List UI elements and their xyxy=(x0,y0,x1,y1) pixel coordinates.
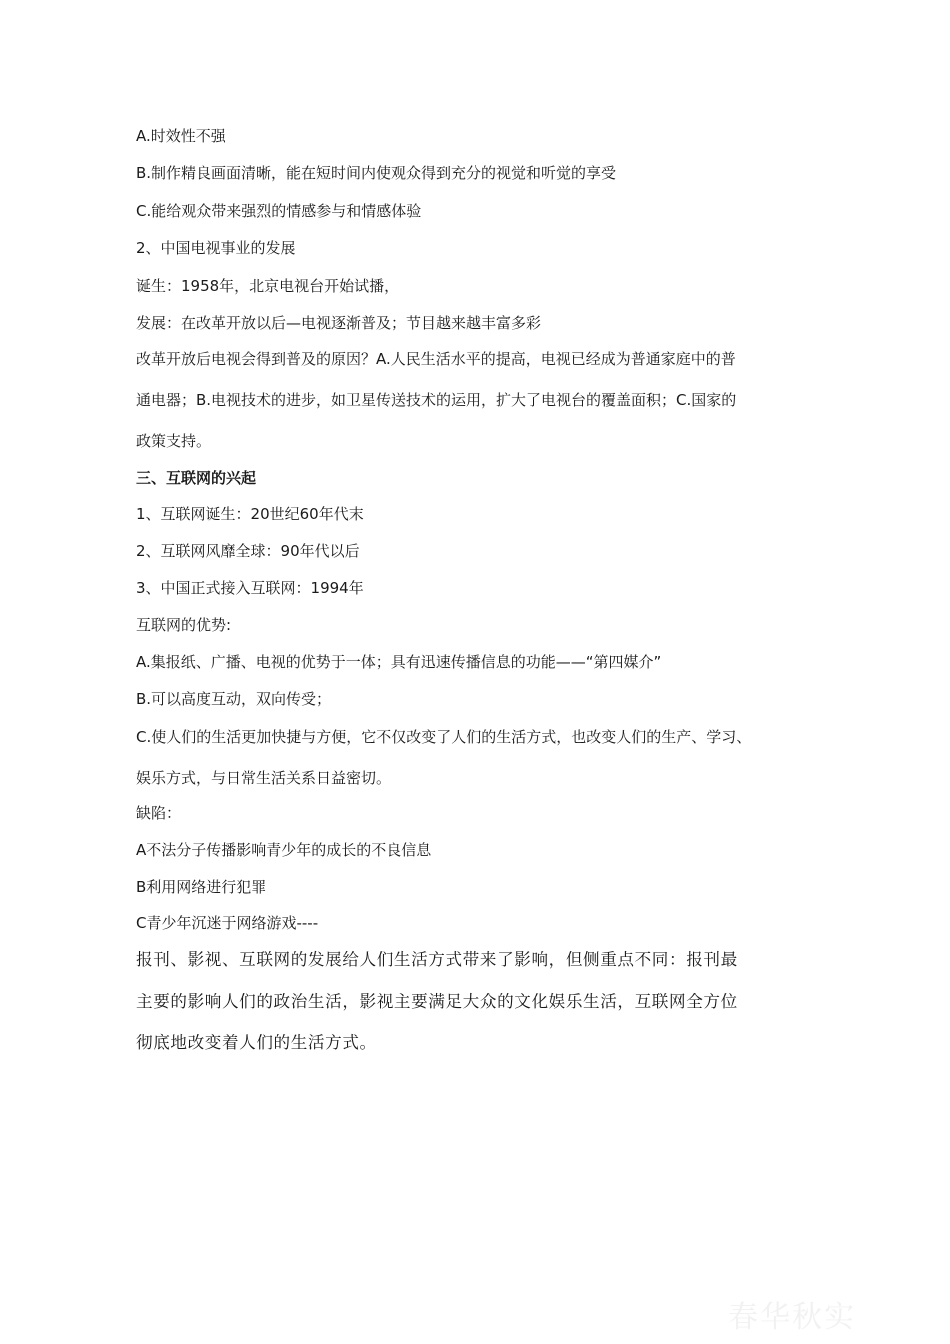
line-advantage-b: B.可以高度互动，双向传受； xyxy=(136,690,332,708)
line-tv-feature-b: B.制作精良画面清晰，能在短时间内使观众得到充分的视觉和听觉的享受 xyxy=(136,164,617,182)
line-tv-reason-3: 政策支持。 xyxy=(136,432,212,450)
summary-line-1: 报刊、影视、互联网的发展给人们生活方式带来了影响，但侧重点不同：报刊最 xyxy=(136,950,738,969)
subheading-china-tv: 2、中国电视事业的发展 xyxy=(136,239,296,257)
line-tv-birth: 诞生：1958年，北京电视台开始试播， xyxy=(136,277,400,295)
line-defects: 缺陷： xyxy=(136,804,182,822)
summary-line-2: 主要的影响人们的政治生活，影视主要满足大众的文化娱乐生活，互联网全方位 xyxy=(136,992,738,1011)
line-tv-disadvantage-a: A.时效性不强 xyxy=(136,127,226,145)
line-internet-global: 2、互联网风靡全球：90年代以后 xyxy=(136,542,360,560)
line-advantage-c-2: 娱乐方式，与日常生活关系日益密切。 xyxy=(136,769,392,787)
line-tv-feature-c: C.能给观众带来强烈的情感参与和情感体验 xyxy=(136,202,422,220)
line-defect-b: B利用网络进行犯罪 xyxy=(136,878,267,896)
line-advantage-a: A.集报纸、广播、电视的优势于一体；具有迅速传播信息的功能——“第四媒介” xyxy=(136,653,662,671)
line-internet-birth: 1、互联网诞生：20世纪60年代末 xyxy=(136,505,364,523)
line-tv-development: 发展：在改革开放以后—电视逐渐普及；节目越来越丰富多彩 xyxy=(136,314,542,332)
watermark-text: 春华秋实 xyxy=(728,1300,856,1335)
line-internet-advantages: 互联网的优势: xyxy=(136,616,232,634)
line-defect-c: C青少年沉迷于网络游戏---- xyxy=(136,914,319,932)
line-defect-a: A不法分子传播影响青少年的成长的不良信息 xyxy=(136,841,432,859)
line-internet-china: 3、中国正式接入互联网：1994年 xyxy=(136,579,364,597)
section-heading-internet: 三、互联网的兴起 xyxy=(136,469,257,487)
line-tv-reason-1: 改革开放后电视会得到普及的原因？A.人民生活水平的提高，电视已经成为普通家庭中的普 xyxy=(136,350,736,368)
summary-line-3: 彻底地改变着人们的生活方式。 xyxy=(136,1033,377,1052)
line-advantage-c-1: C.使人们的生活更加快捷与方便，它不仅改变了人们的生活方式，也改变人们的生产、学习、 xyxy=(136,728,752,746)
line-tv-reason-2: 通电器；B.电视技术的进步，如卫星传送技术的运用，扩大了电视台的覆盖面积；C.国家的 xyxy=(136,391,737,409)
